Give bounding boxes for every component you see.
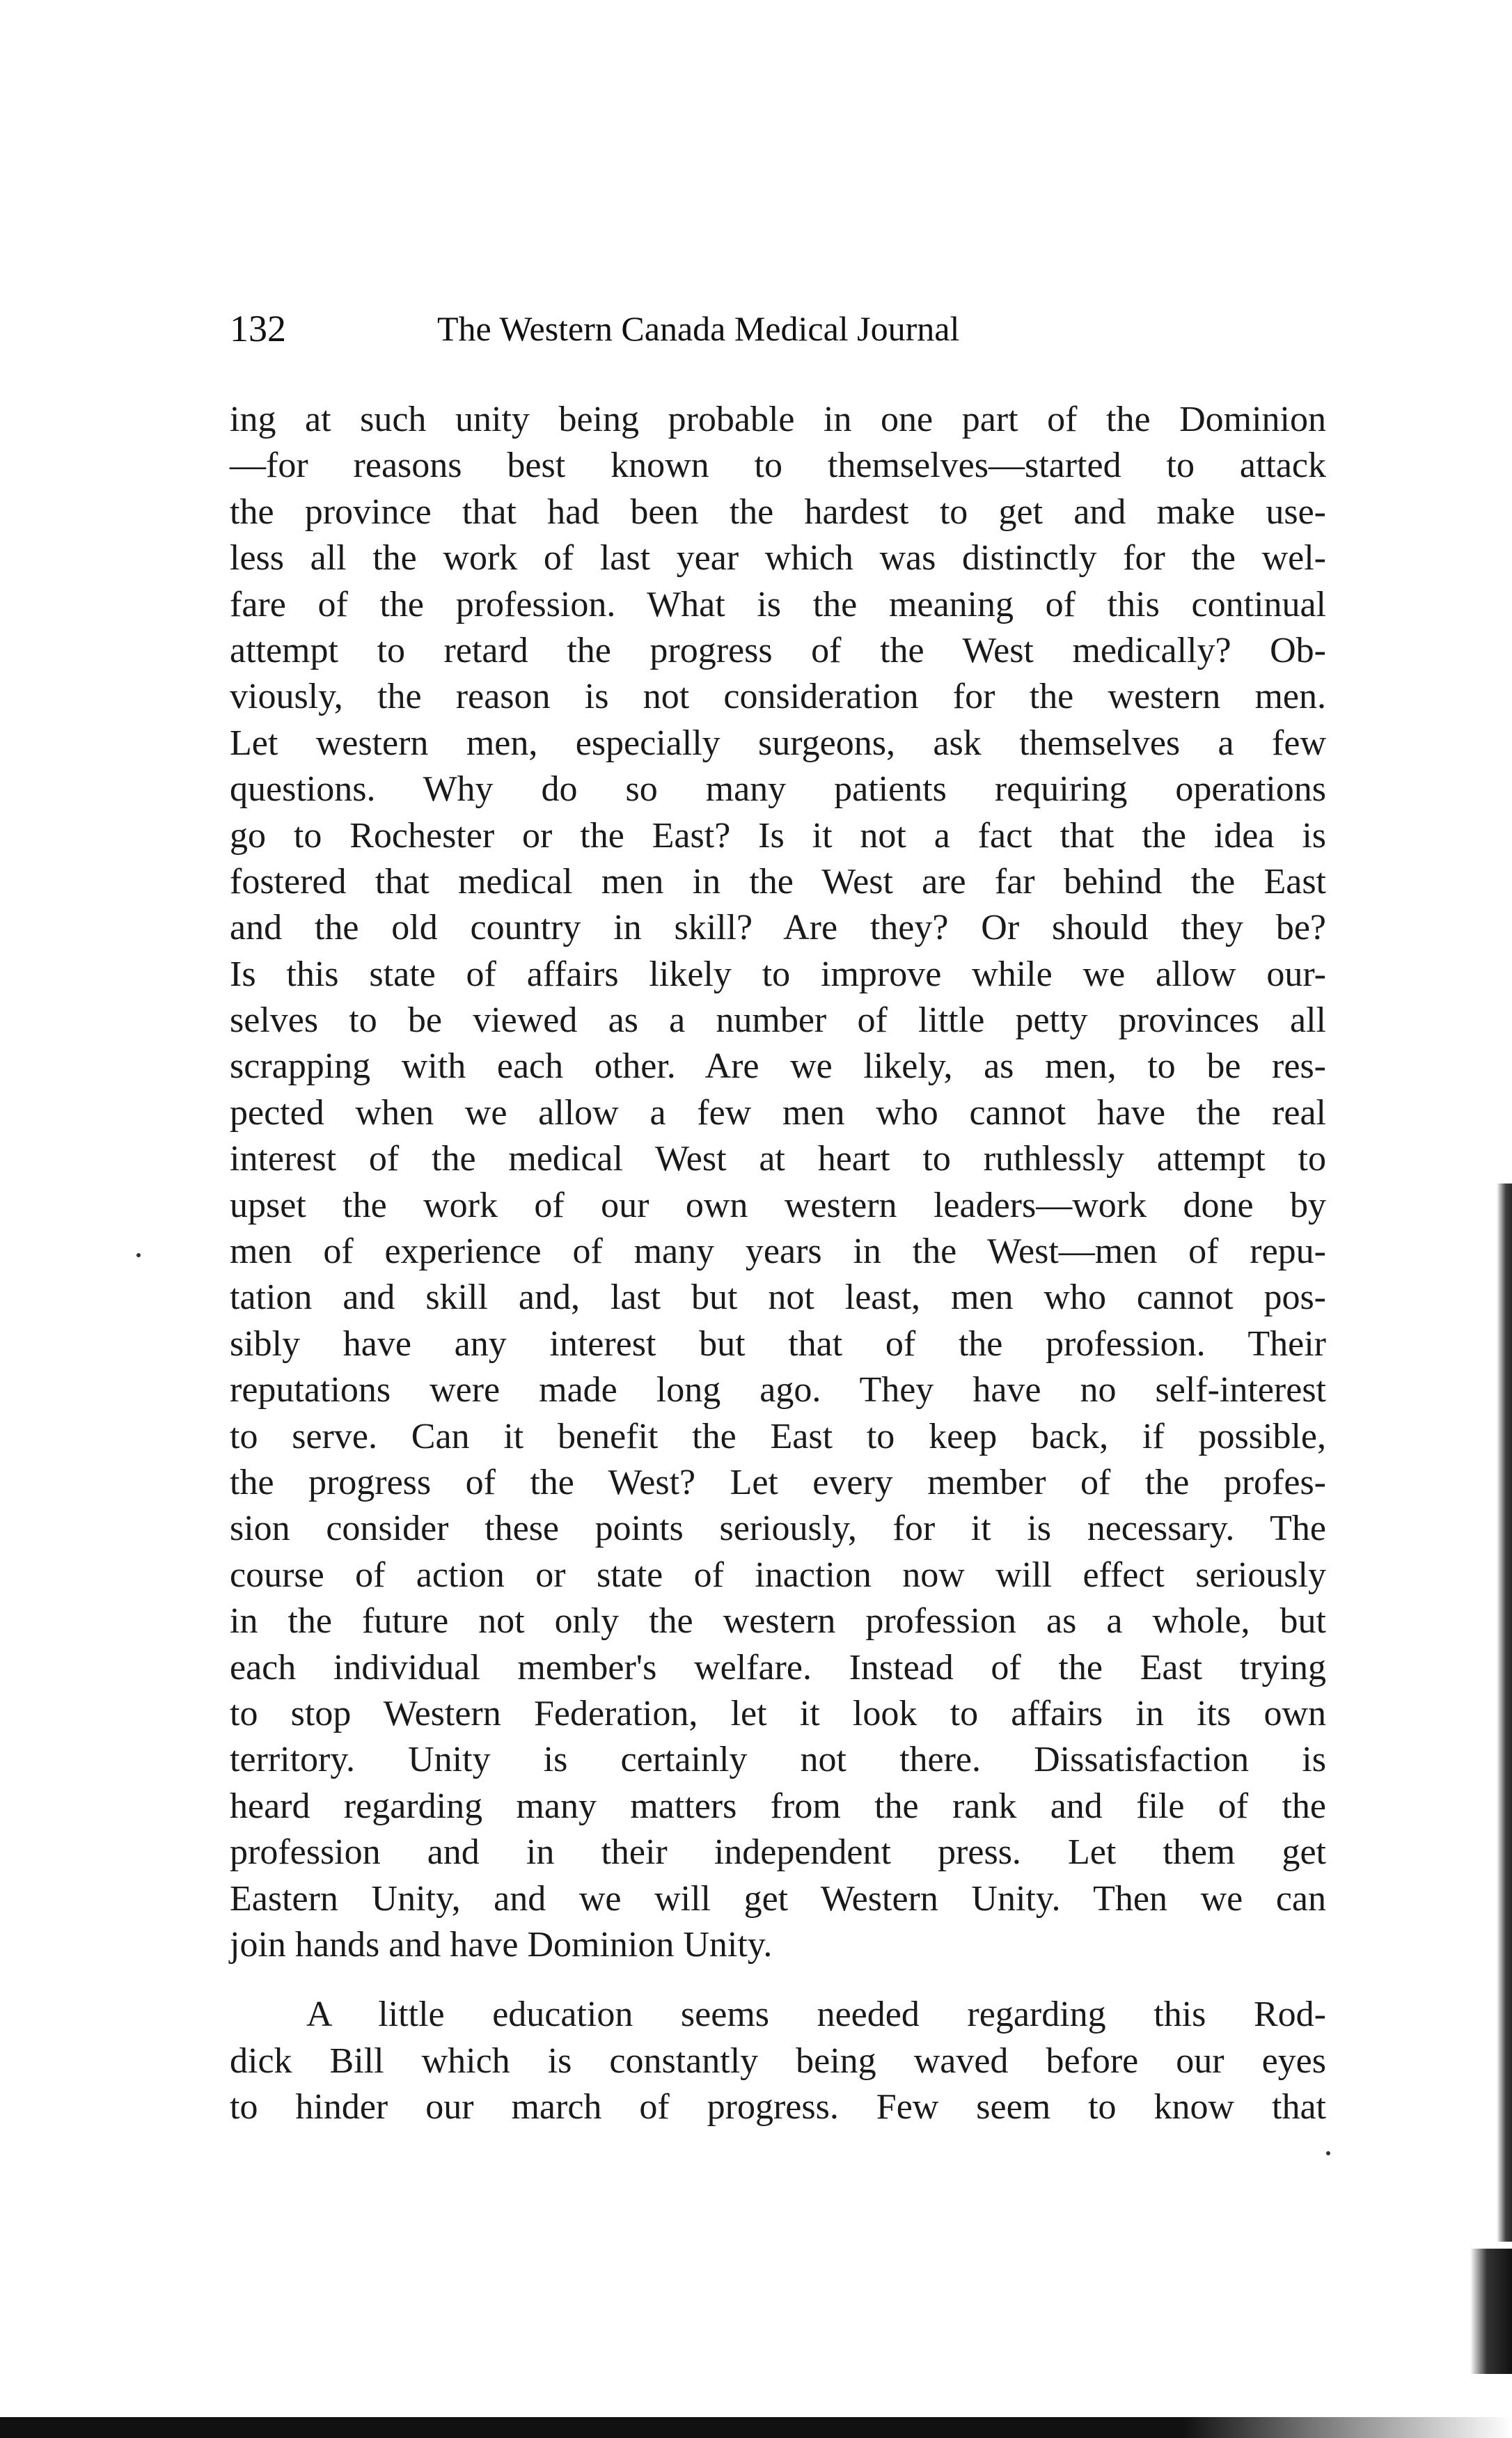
text-line: Let western men, especially surgeons, ask themselves a few [230,723,1326,763]
text-line: join hands and have Dominion Unity. [230,1924,773,1965]
text-line: profession and in their independent press. Let them get [230,1832,1326,1873]
text-line: go to Rochester or the East? Is it not a fact that the idea is [230,815,1326,856]
text-line: dick Bill which is constantly being waved before our eyes [230,2040,1326,2081]
text-line: Eastern Unity, and we will get Western Unity. Then we can [230,1878,1326,1919]
page-header [230,301,1156,356]
paragraph [230,397,1326,1968]
text-line: —for reasons best known to themselves—started to attack [230,446,1326,486]
scan-speck [1326,2151,1330,2155]
text-line: selves to be viewed as a number of little petty provinces all [230,1000,1326,1041]
text-line: tation and skill and, last but not least, men who cannot pos- [230,1277,1326,1318]
text-line: fostered that medical men in the West are far behind the East [230,861,1326,902]
text-line: to stop Western Federation, let it look to affairs in its own [230,1693,1326,1733]
scan-speck [136,1253,141,1257]
scan-bottom-border-fade [1183,2417,1512,2438]
running-title: The Western Canada Medical Journal [437,309,960,348]
text-line: less all the work of last year which was distinctly for the wel- [230,538,1326,579]
text-line: to serve. Can it benefit the East to keep back, if possible, [230,1416,1326,1456]
paragraph-gap [230,1968,1326,1992]
text-line: each individual member's welfare. Instead of the East trying [230,1647,1326,1688]
text-line: ing at such unity being probable in one part of the Dominion [230,400,1326,439]
text-line: attempt to retard the progress of the West medically? Ob- [230,630,1326,670]
text-line: interest of the medical West at heart to ruthlessly attempt to [230,1139,1326,1179]
scan-edge-shadow [1497,1183,1512,2242]
text-line: reputations were made long ago. They have no self-interest [230,1370,1326,1410]
article-body [230,397,1326,2130]
text-line: heard regarding many matters from the rank and file of the [230,1786,1326,1826]
text-line: A little education seems needed regarding this Rod- [306,1995,1326,2035]
text-line: course of action or state of inaction now will effect seriously [230,1555,1326,1595]
page-number: 132 [230,308,286,349]
paragraph [230,1992,1326,2130]
text-line: pected when we allow a few men who cannot have the real [230,1092,1326,1133]
text-line: the province that had been the hardest to get and make use- [230,491,1326,532]
text-line: territory. Unity is certainly not there. Dissatisfaction is [230,1740,1326,1780]
text-line: questions. Why do so many patients requiring operations [230,769,1326,810]
scan-edge-shadow-lower [1470,2249,1512,2374]
text-line: sibly have any interest but that of the profession. Their [230,1323,1326,1364]
text-line: men of experience of many years in the West—men of repu- [230,1232,1326,1272]
scan-bottom-border [0,2417,1183,2438]
text-line: upset the work of our own western leaders—work done by [230,1185,1326,1225]
text-line: scrapping with each other. Are we likely, as men, to be res- [230,1046,1326,1087]
text-line: viously, the reason is not consideration for the western men. [230,677,1326,717]
text-line: and the old country in skill? Are they? Or should they be? [230,908,1326,948]
text-line: in the future not only the western profession as a whole, but [230,1601,1326,1642]
text-line: sion consider these points seriously, for it is necessary. The [230,1509,1326,1549]
text-line: Is this state of affairs likely to improve while we allow our- [230,954,1326,994]
text-line: the progress of the West? Let every member of the profes- [230,1462,1326,1502]
text-line: to hinder our march of progress. Few seem to know that [230,2087,1326,2128]
text-line: fare of the profession. What is the meaning of this continual [230,584,1326,624]
